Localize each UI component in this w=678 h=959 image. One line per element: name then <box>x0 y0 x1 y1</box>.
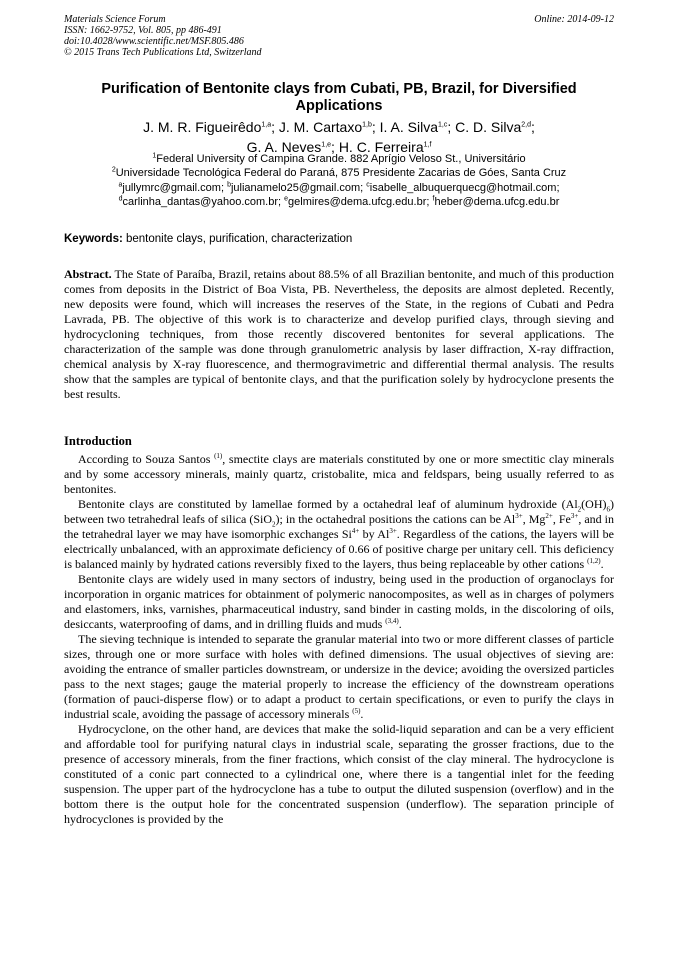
superscript: 3+ <box>570 512 579 520</box>
email-sup: c <box>366 181 370 189</box>
author-sup: 1,c <box>438 121 448 129</box>
text-run: ) between two tetrahedral leafs of silica (SiO <box>64 497 614 526</box>
email-link[interactable]: isabelle_albuquerquecg@hotmail.com <box>369 181 557 194</box>
superscript: 2+ <box>545 512 553 520</box>
emails-line-1: $^a$jullymrc@gmail.com; $^b$julianamelo25@gmail.com; $^c$isabelle_albuquerquecg@hotmail.com; <box>118 181 560 194</box>
intro-paragraph-1 <box>64 452 614 497</box>
intro-paragraph-5: Hydrocyclone, on the other hand, are devices that make the solid-liquid separation and can be a very efficient and affordable tool for purifying natural clays in industrial scale, separating the grosser fractions, due to the presence of accessory minerals, from the finer fractions, which consist of the clay mineral. The hydrocyclone is constituted of a conic part connected to a cylindrical one, where there is a tangential inlet for the feeding suspension. The upper part of the hydrocyclone has a tube to output the diluted suspension (overflow) and in the bottom there is the output hole for the concentrated suspension (underflow). The separation principle of hydrocyclones is provided by the <box>64 722 614 826</box>
text-run: . <box>600 557 604 571</box>
email-sup: b <box>227 181 231 189</box>
email-link[interactable]: julianamelo25@gmail.com <box>230 181 361 194</box>
affiliation-1 <box>40 152 638 166</box>
email-sup: e <box>284 195 289 203</box>
intro-paragraph-2 <box>64 497 614 572</box>
keywords-text: bentonite clays, purification, characterization <box>126 233 353 245</box>
online-date: Online: 2014-09-12 <box>534 14 614 25</box>
author: G. A. Neves <box>246 139 322 155</box>
text-run: , smectite clays are materials constituted by one or more smectitic clay minerals and by some accessory minerals, mainly quartz, cristobalite, mica and feldspars, being usually referred to as bentonites. <box>64 452 615 496</box>
affiliation-2 <box>40 166 638 180</box>
text-run: (OH) <box>581 497 607 511</box>
text-run: , Fe <box>552 512 571 526</box>
text-run: . <box>398 617 402 631</box>
subscript: 2 <box>577 505 582 514</box>
paper-title: Purification of Bentonite clays from Cubati, PB, Brazil, for Diversified Applications <box>101 81 577 114</box>
affil-sup: 2 <box>111 166 116 174</box>
abstract-paragraph <box>64 267 614 402</box>
citation: (1) <box>214 452 223 460</box>
email-sup: f <box>432 195 435 203</box>
journal-header <box>64 14 262 58</box>
subscript: 2 <box>272 520 276 529</box>
issn: ISSN: 1662-9752, Vol. 805, pp 486-491 <box>64 25 222 36</box>
journal-name: Materials Science Forum <box>64 14 166 25</box>
affil-text: Universidade Tecnológica Federal do Paraná, 875 Presidente Zacarias de Góes, Santa Cruz <box>115 167 567 180</box>
keywords <box>64 233 352 245</box>
author: J. M. Cartaxo <box>278 119 363 135</box>
author: C. D. Silva <box>455 119 522 135</box>
superscript: 3+ <box>515 512 523 520</box>
email-link[interactable]: carlinha_dantas@yahoo.com.br <box>122 196 278 209</box>
copyright: © 2015 Trans Tech Publications Ltd, Switzerland <box>64 47 262 58</box>
superscript: 4+ <box>351 527 360 535</box>
author: I. A. Silva <box>379 119 439 135</box>
text-run: . <box>360 707 364 721</box>
text-run: by Al <box>359 527 390 541</box>
text-run: The sieving technique is intended to separate the granular material into two or more different classes of particle sizes, through one or more surface with holes with defined dimensions. The usual objectives of sieving are: avoiding the entrance of smaller particles downstream, or undersize in the device; avoiding the oversized particles pass to the next stages; gauge the material properly to increase the efficiency of the downstream operations (formation of pauci-disperse flow) or to adapt a product to certain specifications, or even to purify the clays in industrial scale, avoiding the passage of accessory minerals <box>64 632 614 721</box>
author-sup: 1,e <box>321 141 332 149</box>
author: J. M. R. Figueirêdo <box>143 119 262 135</box>
author: H. C. Ferreira <box>338 139 424 155</box>
text-run: Bentonite clays are widely used in many sectors of industry, being used in the production of organoclays for incorporation in organic matrices for obtainment of polymeric nanocomposites, as well as in charges of polymers and elastomers, inks, varnishes, pharmaceutical industry, sand binder in casting molds, in the discoloring of oils, desiccants, waterproofing of dams, and in drilling fluids and muds <box>64 572 614 631</box>
citation: (1,2) <box>587 557 601 565</box>
doi: doi:10.4028/www.scientific.net/MSF.805.486 <box>64 36 244 47</box>
intro-paragraph-4 <box>64 632 614 722</box>
email-sup: d <box>118 195 123 203</box>
introduction-heading: Introduction <box>64 434 132 448</box>
affiliations <box>40 152 638 210</box>
text-run: , and in the tetrahedral layer we may have isomorphic exchanges Si <box>64 512 615 541</box>
text-run: Bentonite clays are constituted by lamellae formed by a octahedral leaf of aluminum hydroxide (Al <box>78 497 578 511</box>
email-sup: a <box>118 181 123 189</box>
email-link[interactable]: gelmires@dema.ufcg.edu.br <box>288 196 427 209</box>
superscript: 3+ <box>389 527 397 535</box>
citation: (3,4) <box>385 617 399 625</box>
email-link[interactable]: jullymrc@gmail.com <box>122 181 221 194</box>
email-link[interactable]: heber@dema.ufcg.edu.br <box>434 196 560 209</box>
introduction-body <box>64 452 614 827</box>
abstract <box>64 267 614 402</box>
text-run: According to Souza Santos <box>78 452 215 466</box>
author-sup: 1,b <box>362 121 372 129</box>
keywords-label: Keywords: <box>64 233 123 245</box>
abstract-text: The State of Paraíba, Brazil, retains about 88.5% of all Brazilian bentonite, and much of this production comes from deposits in the District of Boa Vista, PB. Nevertheless, the deposits are almost depleted. Recently, new deposits were found, which will increases the reserves of the State, in the regions of Cubati and Pedra Lavrada, PB. The objective of this work is to characterize and develop purified clays, through sieving and hydrocycloning techniques, from those recently discovered bentonites for several applications. The characterization of the sample was done through granulometric analysis by laser diffraction, X-ray diffraction, chemical analysis by X-ray fluorescence, and thermogravimetric and differential thermal analysis. The results show that the samples are typical of bentonite clays, and that the purification solely by hydrocyclone presents the best results. <box>64 267 614 401</box>
affil-sup: 1 <box>152 152 157 160</box>
abstract-label: Abstract. <box>64 267 112 281</box>
author-sup: 2,d <box>521 121 531 129</box>
text-run: ); in the octahedral positions the cations can be Al <box>275 512 516 526</box>
subscript: 6 <box>606 505 610 514</box>
text-run: , Mg <box>522 512 546 526</box>
emails-line-2: $^d$carlinha_dantas@yahoo.com.br; $^e$gelmires@dema.ufcg.edu.br; $^f$heber@dema.ufcg.edu.br <box>118 195 560 209</box>
text-run: . Regardless of the cations, the layers will be electrically unbalanced, with an approximate deficiency of 0.66 of positive charge per unitary cell. This deficiency is balanced mainly by hydrated cations reversibly fixed to the layers, thus being replaceable by other cations <box>64 527 615 571</box>
author-sup: 1,f <box>423 141 432 149</box>
affil-text: Federal University of Campina Grande. 882 Aprígio Veloso St., Universitário <box>156 153 526 165</box>
author-list: J. M. R. Figueirêdo$^{1,a}$; J. M. Cartaxo$^{1,b}$; I. A. Silva$^{1,c}$; C. D. Silva$^{2,d}$; G. A. Neves$^{1,e}$; H. C. Ferreira$^{1,f}$ <box>143 119 535 155</box>
intro-paragraph-3 <box>64 572 614 632</box>
citation: (5) <box>352 707 361 715</box>
author-sup: 1,a <box>261 121 272 129</box>
